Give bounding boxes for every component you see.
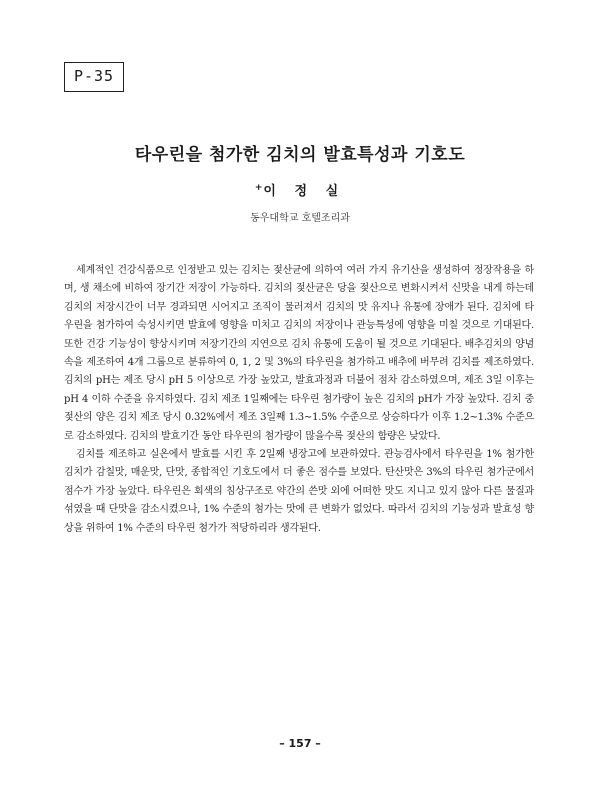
abstract-body <box>64 262 534 538</box>
author-line <box>0 180 600 199</box>
author-affiliation: 동우대학교 호텔조리과 <box>250 213 350 224</box>
abstract-paragraph: 세계적인 건강식품으로 인정받고 있는 김치는 젖산균에 의하여 여러 가지 유기산을 생성하여 정장작용을 하며, 생 채소에 비하여 장기간 저장이 가능하다. 김치의 젖산균은 당을 젖산으로 변화시켜서 신맛을 내게 하는데 김치의 저장시간이 너무 경과되면 시어지고 조직이 물러져서 김치의 맛 유지나 유통에 장애가 된다. 김치에 타우린을 첨가하여 숙성시키면 발효에 영향을 미치고 김치의 저장이나 관능특성에 영향을 미칠 것으로 기대된다. 또한 건강 기능성이 향상시키며 저장기간의 지연으로 김치 유통에 도움이 될 것으로 기대된다. 배추김치의 양념속을 제조하여 4개 그룹으로 분류하여 0, 1, 2 및 3%의 타우린을 첨가하고 배추에 버무려 김치를 제조하였다. 김치의 pH는 제조 당시 pH 5 이상으로 가장 높았고, 발효과정과 더불어 점차 감소하였으며, 제조 3일 이후는 pH 4 이하 수준을 유지하였다. 김치 제조 1일째에는 타우린 첨가량이 높은 김치의 pH가 가장 높았다. 김치 중 젖산의 양은 김치 제조 당시 0.32%에서 제조 3일째 1.3∼1.5% 수준으로 상승하다가 이후 1.2∼1.3% 수준으로 감소하였다. 김치의 발효기간 동안 타우린의 첨가량이 많을수록 젖산의 함량은 낮았다. <box>64 265 534 442</box>
paper-title: 타우린을 첨가한 김치의 발효특성과 기호도 <box>134 145 466 165</box>
page-number: – 157 – <box>279 737 321 750</box>
abstract-paragraph: 김치를 제조하고 실온에서 발효를 시킨 후 2일째 냉장고에 보관하였다. 관능검사에서 타우린을 1% 첨가한 김치가 감칠맛, 매운맛, 단맛, 종합적인 기호도에서 더 좋은 점수를 보였다. 탄산맛은 3%의 타우린 첨가군에서 점수가 가장 높았다. 타우린은 회색의 침상구조로 약간의 쓴맛 외에 어떠한 맛도 지니고 있지 않아 다른 물질과 섞였을 때 단맛을 감소시켰으나, 1% 수준의 첨가는 맛에 큰 변화가 없었다. 따라서 김치의 기능성과 발효성 향상을 위하여 1% 수준의 타우린 첨가가 적당하리라 생각된다. <box>64 449 534 534</box>
poster-code-box: P-35 <box>64 62 124 92</box>
corresponding-author-mark: + <box>254 182 263 193</box>
author-name: 이 정 실 <box>263 184 346 199</box>
